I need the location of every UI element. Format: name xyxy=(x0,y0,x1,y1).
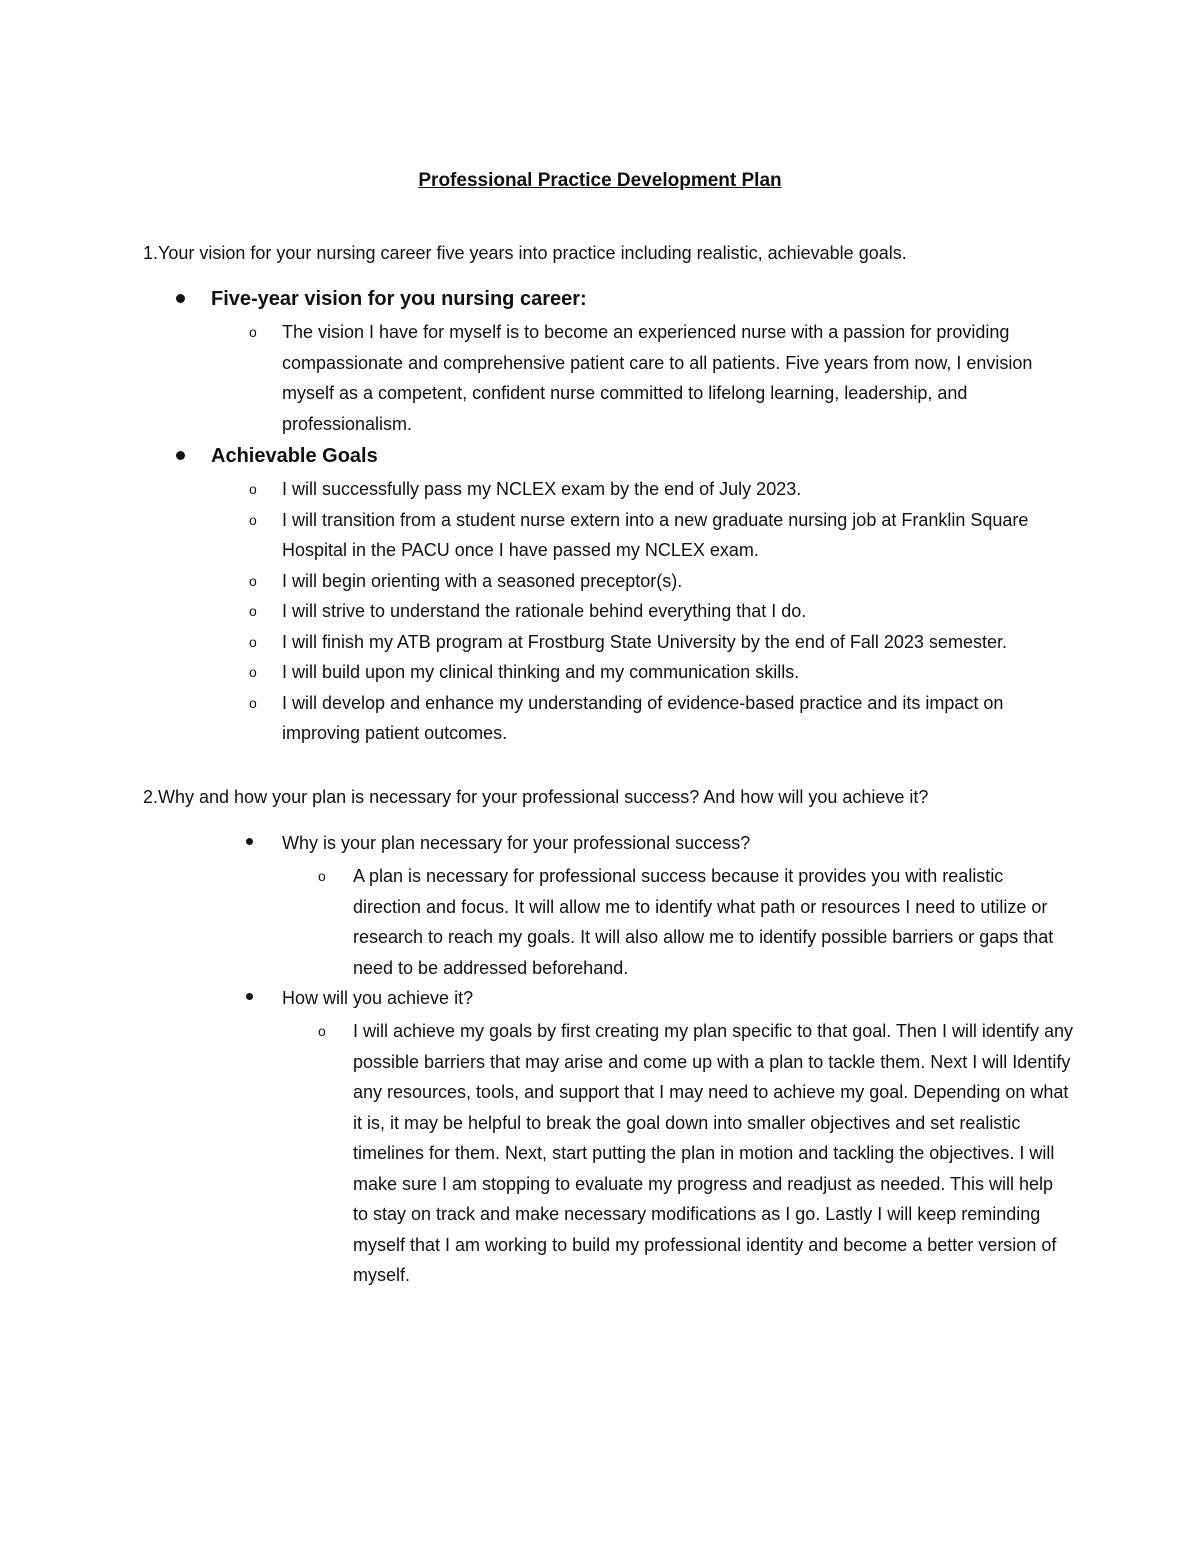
goal-item xyxy=(0,474,1200,505)
question-1: 1.Your vision for your nursing career five years into practice including realistic, achievable goals. xyxy=(143,243,907,263)
goal-text: I will successfully pass my NCLEX exam by the end of July 2023. xyxy=(282,479,802,499)
why-item xyxy=(0,861,1200,983)
goal-item xyxy=(0,505,1200,566)
bullet-dot-icon xyxy=(176,294,185,303)
goal-text: I will strive to understand the rationale behind everything that I do. xyxy=(282,601,807,621)
goal-item xyxy=(0,688,1200,749)
bullet-vision-heading xyxy=(0,284,1200,317)
vision-item xyxy=(0,317,1200,439)
goal-item xyxy=(0,596,1200,627)
how-heading: How will you achieve it? xyxy=(282,988,474,1008)
how-text: I will achieve my goals by first creating my plan specific to that goal. Then I will identify any possible barriers that may arise and come up with a plan to tackle them. Next I will Identify any resources, tools, and support that I may need to achieve my goal. Depending on what it is, it may be helpful to break the goal down into smaller objectives and set realistic timelines for them. Next, start putting the plan in motion and tackling the objectives. I will make sure I am stopping to evaluate my progress and readjust as needed. This will help to stay on track and make necessary modifications as I go. Lastly I will keep reminding myself that I am working to build my professional identity and become a better version of myself. xyxy=(353,1021,1073,1285)
goal-text: I will finish my ATB program at Frostburg State University by the end of Fall 2023 semester. xyxy=(282,631,1007,652)
sub-bullet-icon: o xyxy=(249,694,257,711)
bullet-why-heading xyxy=(0,828,1200,861)
bullet-dot-icon xyxy=(246,838,253,845)
how-item xyxy=(0,1016,1200,1291)
bullet-dot-icon xyxy=(246,993,253,1000)
goals-heading: Achievable Goals xyxy=(211,445,378,467)
why-text: A plan is necessary for professional success because it provides you with realistic direction and focus. It will allow me to identify what path or resources I need to utilize or research to reach my goals. It will also allow me to identify possible barriers or gaps that need to be addressed beforehand. xyxy=(353,866,1054,978)
bullet-dot-icon xyxy=(176,451,185,460)
goal-text: I will transition from a student nurse extern into a new graduate nursing job at Franklin Square Hospital in the PACU once I have passed my NCLEX exam. xyxy=(282,509,1029,560)
question-2: 2.Why and how your plan is necessary for your professional success? And how will you achieve it? xyxy=(143,787,929,807)
document-title: Professional Practice Development Plan xyxy=(418,170,782,191)
goal-item xyxy=(0,657,1200,688)
goal-item xyxy=(0,627,1200,658)
goal-item xyxy=(0,566,1200,597)
sub-bullet-icon: o xyxy=(318,1023,326,1039)
goal-text: I will build upon my clinical thinking and my communication skills. xyxy=(282,662,800,682)
section-1 xyxy=(0,284,1200,749)
why-heading: Why is your plan necessary for your professional success? xyxy=(282,833,751,853)
sub-bullet-icon: o xyxy=(249,572,257,589)
sub-bullet-icon: o xyxy=(249,324,257,340)
sub-bullet-icon: o xyxy=(318,868,326,884)
bullet-goals-heading xyxy=(0,441,1200,474)
sub-bullet-icon: o xyxy=(249,481,257,497)
sub-bullet-icon: o xyxy=(249,633,257,650)
vision-heading: Five-year vision for you nursing career: xyxy=(211,288,587,310)
bullet-how-heading xyxy=(0,983,1200,1016)
section-2 xyxy=(0,824,1200,1291)
goal-text: I will begin orienting with a seasoned preceptor(s). xyxy=(282,570,683,591)
sub-bullet-icon: o xyxy=(249,603,257,619)
sub-bullet-icon: o xyxy=(249,511,257,528)
vision-text: The vision I have for myself is to become an experienced nurse with a passion for providing compassionate and comprehensive patient care to all patients. Five years from now, I envision myself as a competent, confident nurse committed to lifelong learning, leadership, and professionalism. xyxy=(282,322,1033,434)
goal-text: I will develop and enhance my understanding of evidence-based practice and its impact on improving patient outcomes. xyxy=(282,692,1004,743)
sub-bullet-icon: o xyxy=(249,664,257,680)
